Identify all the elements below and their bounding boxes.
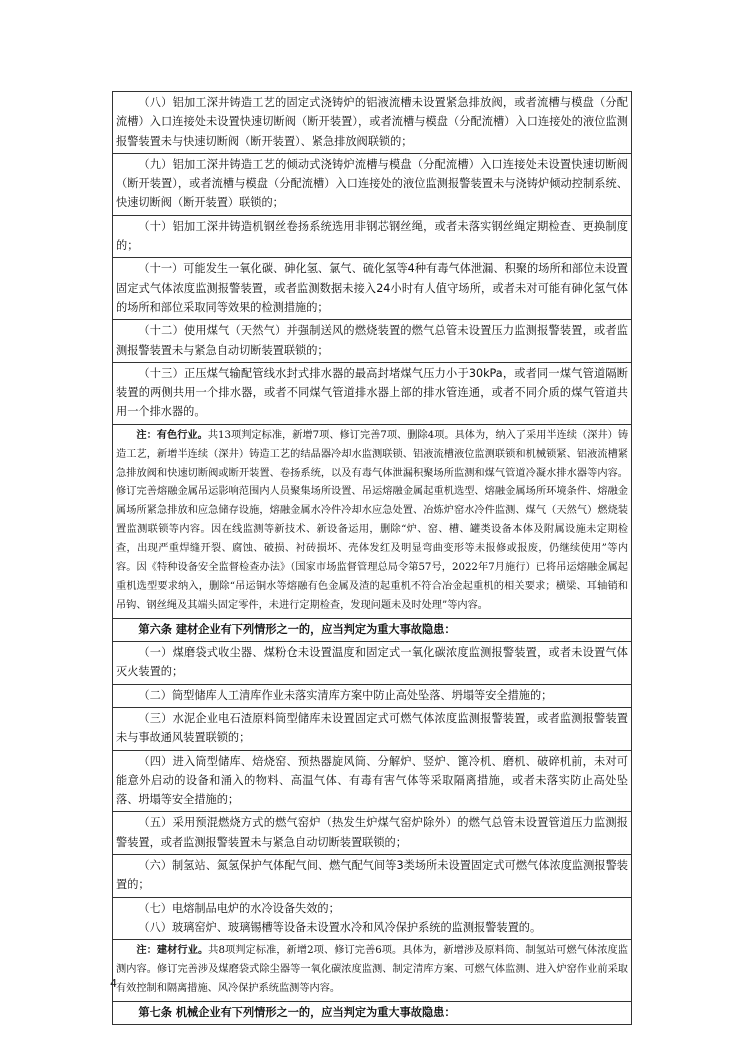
article-heading: 第七条 机械企业有下列情形之一的，应当判定为重大事故隐患：: [138, 1005, 456, 1019]
clause-text: （一）煤磨袋式收尘器、煤粉仓未设置温度和固定式一氧化碳浓度监测报警装置，或者未设置气体灭火装置的；: [116, 646, 628, 679]
table-row: [113, 642, 631, 685]
table-row: [113, 258, 631, 320]
document-table: [112, 91, 632, 1025]
table-row: [113, 751, 631, 813]
clause-text: （十三）正压煤气输配管线水封式排水器的最高封堵煤气压力小于30kPa，或者同一煤气管道隔断装置的两侧共用一个排水器，或者不同煤气管道排水器上部的排水管连通，或者不同介质的煤气管道共用一个排水器的。: [116, 366, 628, 419]
note-label: 注：有色行业。: [136, 428, 208, 441]
note-paragraph: [116, 941, 628, 999]
article-7-heading-row: [113, 1002, 631, 1024]
clause-text: （八）铝加工深井铸造工艺的固定式浇铸炉的铝液流槽未设置紧急排放阀，或者流槽与模盘（分配流槽）入口连接处未设置快速切断阀（断开装置），或者流槽与模盘（分配流槽）入口连接处的液位监测报警装置未与快速切断阀（断开装置）、紧急排放阀联锁的；: [116, 96, 628, 148]
note-label: 注：建材行业。: [136, 944, 209, 957]
table-row: [113, 363, 631, 425]
table-row: [113, 855, 631, 898]
table-row: [113, 898, 631, 941]
clause-text: （七）电熔制品电炉的水冷设备失效的；: [138, 901, 340, 915]
page-number: 4: [110, 977, 117, 990]
note-text: 共8项判定标准，新增2项、修订完善6项。具体为，新增涉及原料筒、制氢站可燃气体浓度监测内容。修订完善涉及煤磨袋式除尘器等一氧化碳浓度监测、制定清库方案、可燃气体监测、进入炉窑作业前采取有效控制和隔离措施、风冷保护系统监测等内容。: [116, 945, 628, 995]
article-heading: 第六条 建材企业有下列情形之一的，应当判定为重大事故隐患：: [138, 622, 456, 636]
clause-text: （八）玻璃窑炉、玻璃锡槽等设备未设置水冷和风冷保护系统的监测报警装置的。: [138, 920, 542, 934]
note-text: 共13项判定标准，新增7项、修订完善7项、删除4项。具体为，纳入了采用半连续（深井）铸造工艺，新增半连续（深井）铸造工艺的结晶器冷却水监测联锁、铝液流槽液位监测联锁和机械锁紧、铝液流槽紧急排放阀和快速切断阀或断开装置、卷扬系统，以及有毒气体泄漏积聚场所监测和煤气管道冷凝水排水器等内容。修订完善熔融金属吊运影响范围内人员聚集场所设置、吊运熔融金属起重机选型、熔融金属场所环境条件、熔融金属场所紧急排放和应急储存设施，熔融金属水冷件冷却水应急处置、冶炼炉窑水冷件监测、煤气（天然气）燃烧装置监测联锁等内容。因在线监测等新技术、新设备运用，删除“炉、窑、槽、罐类设备本体及附属设施未定期检查，出现严重焊缝开裂、腐蚀、破损、衬砖损坏、壳体发红及明显弯曲变形等未报修或报废，仍继续使用”等内容。因《特种设备安全监督检查办法》（国家市场监督管理总局令第57号，2022年7月施行）已将吊运熔融金属起重机选型要求纳入，删除“吊运铜水等熔融有色金属及渣的起重机不符合冶金起重机的相关要求；横梁、耳轴销和吊钩、钢丝绳及其端头固定零件，未进行定期检查，发现问题未及时处理”等内容。: [116, 429, 629, 611]
table-row: [113, 812, 631, 855]
clause-text: （十二）使用煤气（天然气）并强制送风的燃烧装置的燃气总管未设置压力监测报警装置，或者监测报警装置未与紧急自动切断装置联锁的；: [116, 324, 628, 357]
clause-text: （四）进入筒型储库、焙烧窑、预热器旋风筒、分解炉、竖炉、篦冷机、磨机、破碎机前，未对可能意外启动的设备和涌入的物料、高温气体、有毒有害气体等采取隔离措施，或者未落实防止高处坠落、坍塌等安全措施的；: [116, 754, 628, 807]
table-row: [113, 320, 631, 363]
table-row: [113, 685, 631, 708]
clause-text: （九）铝加工深井铸造工艺的倾动式浇铸炉流槽与模盘（分配流槽）入口连接处未设置快速切断阀（断开装置），或者流槽与模盘（分配流槽）入口连接处的液位监测报警装置未与浇铸炉倾动控制系统、快速切断阀（断开装置）联锁的；: [116, 157, 628, 210]
note-paragraph: [116, 426, 628, 616]
table-row: [113, 708, 631, 751]
clause-text: （六）制氢站、氮氢保护气体配气间、燃气配气间等3类场所未设置固定式可燃气体浓度监测报警装置的；: [116, 859, 628, 892]
table-row: [113, 154, 631, 216]
note-row-building: [113, 940, 631, 1002]
article-6-heading-row: [113, 619, 631, 642]
clause-text: （十一）可能发生一氧化碳、砷化氢、氯气、硫化氢等4种有毒气体泄漏、积聚的场所和部位未设置固定式气体浓度监测报警装置，或者监测数据未接入24小时有人值守场所，或者未对可能有砷化氢气体的场所和部位采取同等效果的检测措施的；: [116, 262, 628, 314]
clause-text: （三）水泥企业电石渣原料筒型储库未设置固定式可燃气体浓度监测报警装置，或者监测报警装置未与事故通风装置联锁的；: [116, 712, 628, 745]
table-row: [113, 92, 631, 154]
clause-text: （五）采用预混燃烧方式的燃气窑炉（热发生炉煤气窑炉除外）的燃气总管未设置管道压力监测报警装置，或者监测报警装置未与紧急自动切断装置联锁的；: [116, 816, 628, 849]
clause-text: （十）铝加工深井铸造机钢丝卷扬系统选用非钢芯钢丝绳，或者未落实钢丝绳定期检查、更换制度的；: [116, 219, 628, 253]
clause-text: （二）筒型储库人工清库作业未落实清库方案中防止高处坠落、坍塌等安全措施的；: [138, 688, 553, 702]
note-row-nonferrous: [113, 425, 631, 619]
table-row: [113, 216, 631, 259]
